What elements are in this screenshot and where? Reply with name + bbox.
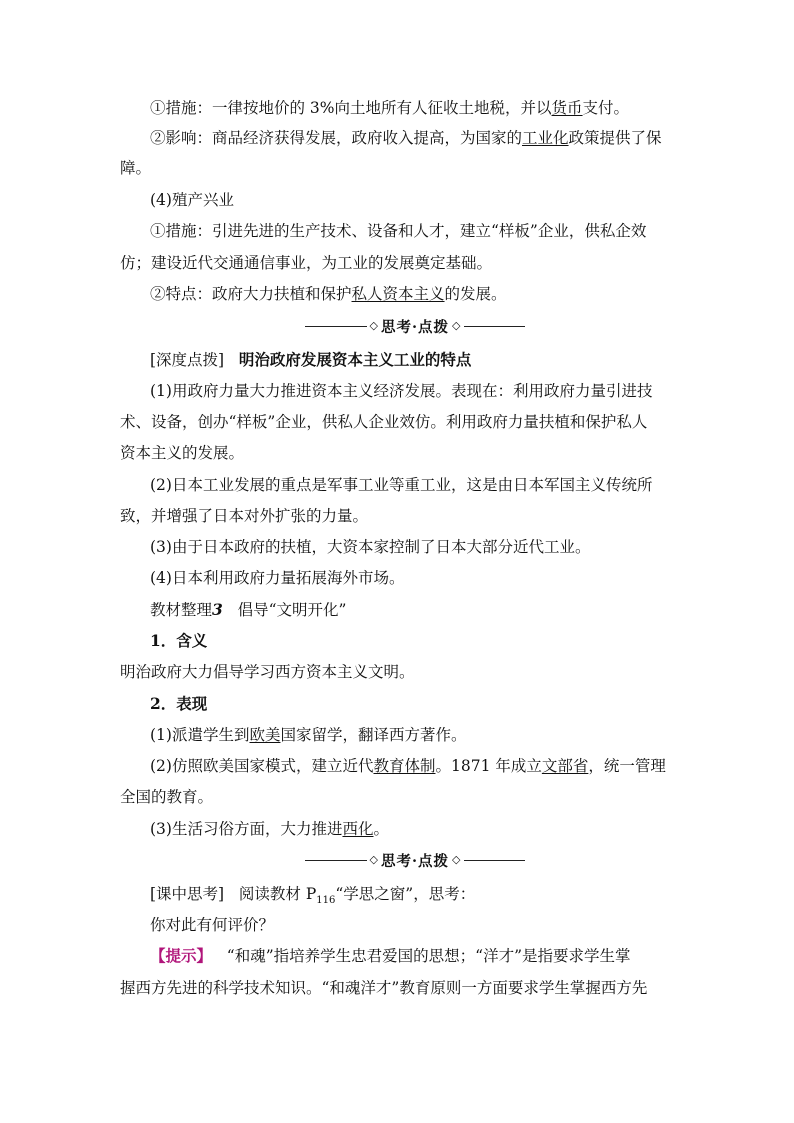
- paragraph-line: [课中思考] 阅读教材 $P_{116}“$学思之窗”，思考：: [150, 885, 476, 907]
- diamond-icon: ◇: [452, 853, 461, 866]
- paragraph-line: 【提示】 “和魂”指培养学生忠君爱国的思想；“洋才”是指要求学生掌: [150, 946, 631, 965]
- diamond-icon: ◇: [369, 319, 378, 332]
- paragraph-line: [深度点拨] 明治政府发展资本主义工业的特点: [150, 350, 472, 369]
- section-divider: [305, 316, 525, 336]
- paragraph-line: 握西方先进的科学技术知识。“和魂洋才”教育原则一方面要求学生掌握西方先: [120, 979, 648, 997]
- section-heading: 教材整理3 倡导“文明开化”: [150, 600, 347, 619]
- paragraph-line: 明治政府大力倡导学习西方资本主义文明。: [120, 663, 415, 681]
- paragraph-line: 仿；建设近代交通通信事业，为工业的发展奠定基础。: [120, 254, 493, 272]
- paragraph-line: ①措施：引进先进的生产技术、设备和人才，建立“样板”企业，供私企效: [150, 222, 647, 240]
- subsection-heading: 2．表现: [150, 694, 208, 713]
- paragraph-line: (1)派遣学生到欧美国家留学，翻译西方著作。: [150, 726, 467, 744]
- paragraph-line: 术、设备，创办“样板”企业，供私人企业效仿。利用政府力量扶植和保护私人: [120, 413, 648, 431]
- section-divider: [305, 850, 525, 870]
- paragraph-line: 资本主义的发展。: [120, 444, 245, 462]
- divider-label: 思考·点拨: [380, 318, 450, 336]
- hint-tag: 【提示】: [150, 946, 213, 965]
- paragraph-line: ②影响：商品经济获得发展，政府收入提高，为国家的工业化政策提供了保: [150, 129, 662, 147]
- paragraph-line: ②特点：政府大力扶植和保护私人资本主义的发展。: [150, 285, 507, 303]
- diamond-icon: ◇: [369, 853, 378, 866]
- paragraph-line: (2)仿照欧美国家模式，建立近代教育体制。1871 年成立文部省，统一管理: [150, 757, 666, 775]
- paragraph-line: (3)由于日本政府的扶植，大资本家控制了日本大部分近代工业。: [150, 538, 591, 556]
- paragraph-line: (4)日本利用政府力量拓展海外市场。: [150, 569, 405, 587]
- paragraph-line: 全国的教育。: [120, 788, 214, 806]
- diamond-icon: ◇: [452, 319, 461, 332]
- paragraph-line: (2)日本工业发展的重点是军事工业等重工业，这是由日本军国主义传统所: [150, 476, 653, 494]
- paragraph-line: 致，并增强了日本对外扩张的力量。: [120, 507, 369, 525]
- paragraph-line: 你对此有何评价？: [150, 916, 275, 934]
- paragraph-line: (1)用政府力量大力推进资本主义经济发展。表现在：利用政府力量引进技: [150, 382, 653, 400]
- paragraph-line: (3)生活习俗方面，大力推进西化。: [150, 820, 389, 838]
- subsection-heading: 1．含义: [150, 631, 208, 650]
- divider-label: 思考·点拨: [380, 852, 450, 870]
- subsection-heading: (4)殖产兴业: [150, 191, 234, 209]
- paragraph-line: ①措施：一律按地价的 3%向土地所有人征收土地税，并以货币支付。: [150, 99, 630, 117]
- paragraph-line: 障。: [120, 159, 152, 177]
